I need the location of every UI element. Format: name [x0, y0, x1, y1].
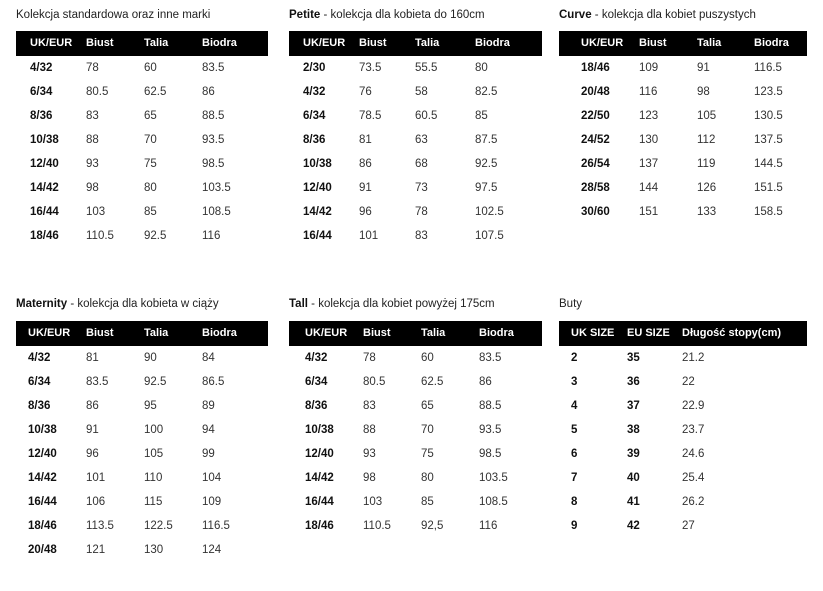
value-cell: 83.5	[479, 352, 502, 364]
value-cell: 112	[697, 134, 716, 146]
table-row	[16, 348, 268, 368]
value-cell: 123	[639, 110, 659, 122]
size-cell: 2	[571, 352, 578, 364]
value-cell: 78	[86, 62, 99, 74]
table-title-text: Kolekcja standardowa oraz inne marki	[16, 9, 211, 21]
size-cell: 6/34	[30, 86, 53, 98]
value-cell: 42	[627, 520, 640, 532]
value-cell: 103.5	[479, 472, 508, 484]
value-cell: 133	[697, 206, 717, 218]
table-row	[559, 58, 807, 78]
size-cell: 16/44	[28, 496, 57, 508]
table-row	[559, 106, 807, 126]
value-cell: 144.5	[754, 158, 783, 170]
value-cell: 41	[627, 496, 640, 508]
table-row	[559, 202, 807, 222]
column-header: UK/EUR	[581, 37, 624, 49]
table-row	[289, 178, 542, 198]
value-cell: 93.5	[479, 424, 502, 436]
value-cell: 106	[86, 496, 106, 508]
size-cell: 10/38	[303, 158, 332, 170]
value-cell: 98	[86, 182, 99, 194]
size-cell: 8/36	[303, 134, 326, 146]
size-cell: 6/34	[305, 376, 328, 388]
column-header: Talia	[144, 327, 169, 339]
size-cell: 16/44	[30, 206, 59, 218]
table-row	[289, 420, 542, 440]
value-cell: 80	[421, 472, 434, 484]
table-row	[289, 372, 542, 392]
value-cell: 83.5	[86, 376, 109, 388]
value-cell: 91	[86, 424, 99, 436]
value-cell: 80.5	[363, 376, 386, 388]
value-cell: 103	[363, 496, 383, 508]
value-cell: 62.5	[144, 86, 167, 98]
value-cell: 83	[86, 110, 99, 122]
value-cell: 121	[86, 544, 106, 556]
value-cell: 39	[627, 448, 640, 460]
table-title-text: - kolekcja dla kobieta do 160cm	[320, 9, 485, 21]
value-cell: 86	[359, 158, 372, 170]
size-cell: 5	[571, 424, 578, 436]
value-cell: 123.5	[754, 86, 783, 98]
value-cell: 70	[144, 134, 157, 146]
value-cell: 124	[202, 544, 222, 556]
value-cell: 88	[363, 424, 376, 436]
size-cell: 16/44	[305, 496, 334, 508]
value-cell: 101	[86, 472, 106, 484]
column-header: UK/EUR	[303, 37, 346, 49]
table-row	[16, 154, 268, 174]
table-title	[289, 8, 485, 22]
value-cell: 92.5	[144, 376, 167, 388]
value-cell: 86	[86, 400, 99, 412]
value-cell: 60.5	[415, 110, 438, 122]
value-cell: 116	[202, 230, 221, 242]
size-cell: 4/32	[30, 62, 53, 74]
value-cell: 73.5	[359, 62, 382, 74]
value-cell: 110.5	[363, 520, 391, 532]
value-cell: 116.5	[202, 520, 230, 532]
table-row	[289, 106, 542, 126]
value-cell: 55.5	[415, 62, 438, 74]
value-cell: 78	[363, 352, 376, 364]
table-row	[559, 468, 807, 488]
value-cell: 104	[202, 472, 222, 484]
value-cell: 130.5	[754, 110, 783, 122]
value-cell: 92.5	[475, 158, 498, 170]
value-cell: 116	[479, 520, 498, 532]
table-row	[16, 468, 268, 488]
size-cell: 26/54	[581, 158, 610, 170]
size-cell: 9	[571, 520, 578, 532]
size-cell: 20/48	[28, 544, 57, 556]
size-cell: 14/42	[305, 472, 334, 484]
value-cell: 116.5	[754, 62, 782, 74]
table-row	[289, 202, 542, 222]
table-row	[559, 154, 807, 174]
table-row	[559, 178, 807, 198]
value-cell: 93	[363, 448, 376, 460]
value-cell: 35	[627, 352, 640, 364]
table-row	[289, 492, 542, 512]
value-cell: 78	[415, 206, 428, 218]
value-cell: 99	[202, 448, 215, 460]
size-cell: 16/44	[303, 230, 332, 242]
value-cell: 38	[627, 424, 640, 436]
value-cell: 27	[682, 520, 695, 532]
table-title	[16, 8, 210, 22]
value-cell: 76	[359, 86, 372, 98]
table-header-row	[559, 31, 807, 56]
column-header: Biust	[86, 37, 114, 49]
value-cell: 115	[144, 496, 163, 508]
table-row	[16, 396, 268, 416]
value-cell: 87.5	[475, 134, 498, 146]
value-cell: 88	[86, 134, 99, 146]
value-cell: 103	[86, 206, 106, 218]
table-row	[289, 516, 542, 536]
value-cell: 91	[359, 182, 372, 194]
value-cell: 23.7	[682, 424, 705, 436]
table-title-text: - kolekcja dla kobiet puszystych	[591, 9, 756, 21]
size-cell: 2/30	[303, 62, 326, 74]
value-cell: 100	[144, 424, 164, 436]
table-row	[289, 130, 542, 150]
table-title-bold: Maternity	[16, 298, 68, 310]
table-row	[16, 516, 268, 536]
size-cell: 6/34	[303, 110, 326, 122]
table-row	[16, 202, 268, 222]
value-cell: 130	[639, 134, 659, 146]
size-cell: 3	[571, 376, 578, 388]
value-cell: 85	[421, 496, 434, 508]
value-cell: 62.5	[421, 376, 444, 388]
value-cell: 126	[697, 182, 717, 194]
table-title-text: - kolekcja dla kobiet powyżej 175cm	[307, 298, 495, 310]
value-cell: 86	[479, 376, 492, 388]
size-cell: 4/32	[305, 352, 328, 364]
table-header-row	[16, 321, 268, 346]
value-cell: 97.5	[475, 182, 498, 194]
column-header: Biodra	[754, 37, 789, 49]
table-header-row	[289, 31, 542, 56]
table-row	[16, 58, 268, 78]
table-row	[559, 444, 807, 464]
value-cell: 93.5	[202, 134, 225, 146]
column-header: UK SIZE	[571, 327, 615, 339]
value-cell: 26.2	[682, 496, 705, 508]
table-row	[289, 396, 542, 416]
column-header: Biodra	[479, 327, 514, 339]
table-title-bold: Tall	[289, 298, 308, 310]
column-header: Biodra	[202, 327, 237, 339]
value-cell: 103.5	[202, 182, 231, 194]
size-cell: 30/60	[581, 206, 610, 218]
table-header-row	[16, 31, 268, 56]
table-row	[559, 82, 807, 102]
value-cell: 101	[359, 230, 379, 242]
size-cell: 14/42	[28, 472, 57, 484]
size-cell: 12/40	[28, 448, 57, 460]
size-cell: 8/36	[305, 400, 328, 412]
value-cell: 116	[639, 86, 658, 98]
value-cell: 37	[627, 400, 640, 412]
value-cell: 81	[86, 352, 99, 364]
column-header: Biust	[86, 327, 114, 339]
size-cell: 28/58	[581, 182, 610, 194]
value-cell: 73	[415, 182, 428, 194]
column-header: UK/EUR	[30, 37, 73, 49]
table-row	[559, 420, 807, 440]
value-cell: 107.5	[475, 230, 504, 242]
column-header: Talia	[144, 37, 169, 49]
table-row	[289, 348, 542, 368]
value-cell: 88.5	[479, 400, 502, 412]
size-cell: 4/32	[28, 352, 51, 364]
value-cell: 21.2	[682, 352, 705, 364]
table-title-bold: Curve	[559, 9, 592, 21]
value-cell: 144	[639, 182, 659, 194]
value-cell: 105	[144, 448, 164, 460]
size-cell: 22/50	[581, 110, 610, 122]
column-header: Długość stopy(cm)	[682, 327, 782, 339]
value-cell: 25.4	[682, 472, 705, 484]
value-cell: 137	[639, 158, 659, 170]
value-cell: 151	[639, 206, 659, 218]
value-cell: 102.5	[475, 206, 504, 218]
value-cell: 36	[627, 376, 640, 388]
size-cell: 20/48	[581, 86, 610, 98]
size-cell: 7	[571, 472, 578, 484]
table-row	[289, 82, 542, 102]
size-cell: 6	[571, 448, 578, 460]
table-row	[559, 396, 807, 416]
table-title	[289, 297, 495, 311]
value-cell: 108.5	[479, 496, 508, 508]
value-cell: 90	[144, 352, 157, 364]
table-title	[559, 8, 756, 22]
value-cell: 96	[359, 206, 372, 218]
size-cell: 18/46	[30, 230, 59, 242]
table-row	[16, 492, 268, 512]
value-cell: 94	[202, 424, 215, 436]
table-row	[16, 130, 268, 150]
column-header: Talia	[421, 327, 446, 339]
value-cell: 98	[363, 472, 376, 484]
size-cell: 12/40	[305, 448, 334, 460]
value-cell: 109	[639, 62, 659, 74]
value-cell: 158.5	[754, 206, 783, 218]
value-cell: 86.5	[202, 376, 225, 388]
value-cell: 24.6	[682, 448, 705, 460]
value-cell: 110.5	[86, 230, 114, 242]
value-cell: 65	[421, 400, 434, 412]
value-cell: 63	[415, 134, 428, 146]
value-cell: 68	[415, 158, 428, 170]
value-cell: 82.5	[475, 86, 498, 98]
table-row	[289, 444, 542, 464]
value-cell: 86	[202, 86, 215, 98]
size-cell: 4/32	[303, 86, 326, 98]
value-cell: 22.9	[682, 400, 705, 412]
table-row	[16, 178, 268, 198]
size-cell: 18/46	[305, 520, 334, 532]
value-cell: 91	[697, 62, 710, 74]
table-title	[559, 297, 582, 311]
value-cell: 98.5	[479, 448, 502, 460]
column-header: UK/EUR	[305, 327, 348, 339]
value-cell: 75	[421, 448, 434, 460]
column-header: Biust	[363, 327, 391, 339]
table-header-row	[559, 321, 807, 346]
size-cell: 14/42	[303, 206, 332, 218]
value-cell: 22	[682, 376, 695, 388]
value-cell: 83	[415, 230, 428, 242]
column-header: Biodra	[202, 37, 237, 49]
table-row	[16, 444, 268, 464]
table-row	[559, 372, 807, 392]
value-cell: 98	[697, 86, 710, 98]
table-row	[16, 540, 268, 560]
size-cell: 24/52	[581, 134, 610, 146]
value-cell: 83	[363, 400, 376, 412]
value-cell: 65	[144, 110, 157, 122]
value-cell: 92.5	[144, 230, 167, 242]
table-row	[16, 106, 268, 126]
value-cell: 70	[421, 424, 434, 436]
size-cell: 10/38	[30, 134, 59, 146]
table-row	[16, 420, 268, 440]
column-header: EU SIZE	[627, 327, 670, 339]
size-cell: 4	[571, 400, 578, 412]
value-cell: 81	[359, 134, 372, 146]
table-row	[289, 468, 542, 488]
value-cell: 122.5	[144, 520, 173, 532]
value-cell: 85	[144, 206, 157, 218]
value-cell: 151.5	[754, 182, 783, 194]
value-cell: 137.5	[754, 134, 783, 146]
size-cell: 8/36	[30, 110, 53, 122]
table-title	[16, 297, 219, 311]
table-title-text: Buty	[559, 298, 583, 310]
value-cell: 75	[144, 158, 157, 170]
table-row	[289, 58, 542, 78]
value-cell: 95	[144, 400, 157, 412]
size-cell: 12/40	[30, 158, 59, 170]
table-row	[16, 372, 268, 392]
value-cell: 109	[202, 496, 222, 508]
value-cell: 105	[697, 110, 717, 122]
column-header: Biust	[639, 37, 667, 49]
value-cell: 84	[202, 352, 215, 364]
value-cell: 96	[86, 448, 99, 460]
value-cell: 130	[144, 544, 164, 556]
table-row	[559, 516, 807, 536]
table-row	[289, 226, 542, 246]
column-header: Talia	[415, 37, 440, 49]
value-cell: 88.5	[202, 110, 225, 122]
value-cell: 83.5	[202, 62, 225, 74]
size-cell: 14/42	[30, 182, 59, 194]
value-cell: 60	[421, 352, 434, 364]
size-cell: 8	[571, 496, 578, 508]
table-title-bold: Petite	[289, 9, 321, 21]
value-cell: 119	[697, 158, 716, 170]
table-row	[16, 82, 268, 102]
table-title-text: - kolekcja dla kobieta w ciąży	[67, 298, 219, 310]
value-cell: 110	[144, 472, 163, 484]
value-cell: 60	[144, 62, 157, 74]
value-cell: 78.5	[359, 110, 382, 122]
table-header-row	[289, 321, 542, 346]
size-cell: 8/36	[28, 400, 51, 412]
table-row	[559, 492, 807, 512]
size-cell: 18/46	[28, 520, 57, 532]
column-header: Talia	[697, 37, 722, 49]
value-cell: 98.5	[202, 158, 225, 170]
value-cell: 40	[627, 472, 640, 484]
column-header: UK/EUR	[28, 327, 71, 339]
value-cell: 85	[475, 110, 488, 122]
size-cell: 10/38	[305, 424, 334, 436]
column-header: Biust	[359, 37, 387, 49]
table-row	[559, 348, 807, 368]
value-cell: 80	[475, 62, 488, 74]
value-cell: 58	[415, 86, 428, 98]
value-cell: 93	[86, 158, 99, 170]
value-cell: 108.5	[202, 206, 231, 218]
table-row	[559, 130, 807, 150]
value-cell: 92,5	[421, 520, 444, 532]
size-cell: 6/34	[28, 376, 51, 388]
column-header: Biodra	[475, 37, 510, 49]
size-cell: 18/46	[581, 62, 610, 74]
table-row	[289, 154, 542, 174]
table-row	[16, 226, 268, 246]
value-cell: 89	[202, 400, 215, 412]
value-cell: 113.5	[86, 520, 114, 532]
size-cell: 12/40	[303, 182, 332, 194]
size-cell: 10/38	[28, 424, 57, 436]
value-cell: 80	[144, 182, 157, 194]
value-cell: 80.5	[86, 86, 109, 98]
